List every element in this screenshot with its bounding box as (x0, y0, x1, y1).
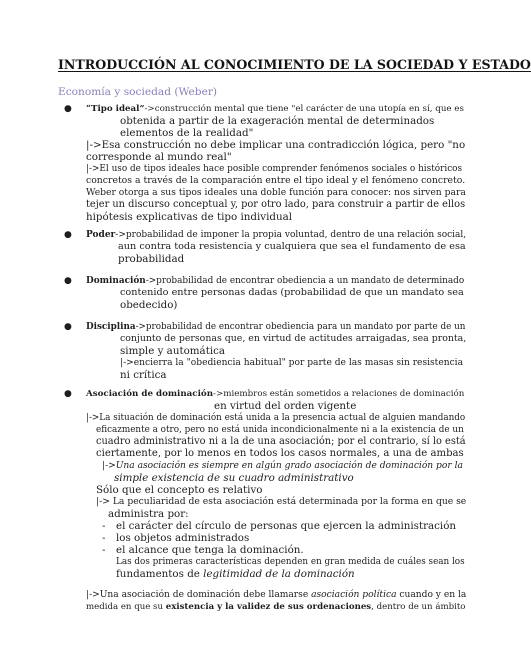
tipo-ideal-line-5: corresponde al mundo real" (86, 151, 232, 163)
tipo-ideal-line-4: |->Esa construcción no debe implicar una contradicción lógica, pero "no (86, 139, 466, 151)
poder-line-2: aun contra toda resistencia y cualquiera que sea el fundamento de esa (118, 241, 466, 252)
tipo-ideal-line-7: concretos a través de la comparación entre el tipo ideal y el fenómeno concreto. (86, 175, 466, 186)
tipo-ideal-line-1: “Tipo ideal”->construcción mental que tiene "el carácter de una utopía en sí, que es (86, 104, 464, 114)
asociacion-line-12: Las dos primeras características dependen en gran medida de cuáles sean los (116, 557, 465, 567)
disciplina-line-4: |->encierra la "obediencia habitual" por parte de las masas sin resistencia (120, 358, 464, 368)
asociacion-line-1: Asociación de dominación->miembros están sometidos a relaciones de dominación (86, 389, 465, 399)
tipo-ideal-line-3: elementos de la realidad" (120, 127, 254, 139)
poder-line-3: probabilidad (118, 253, 185, 265)
tipo-ideal-line-10: hipótesis explicativas de tipo individual (86, 211, 293, 223)
asociacion-line-3: |->La situación de dominación está unida a la presencia actual de alguien mandando (86, 413, 466, 423)
asociacion-line-2: en virtud del orden vigente (214, 400, 357, 412)
term-disciplina: Disciplina (86, 322, 136, 332)
page-title: INTRODUCCIÓN AL CONOCIMIENTO DE LA SOCIEDAD Y ESTADO (58, 57, 531, 72)
emphasis-existencia-validez: existencia y la validez de sus ordenaciones (165, 602, 372, 612)
asociacion-line-10: |-> La peculiaridad de esta asociación está determinada por la forma en que se (96, 496, 467, 507)
emphasis-asociacion-politica: asociación política (311, 590, 397, 600)
asociacion-line-14: |->Una asociación de dominación debe llamarse asociación política cuando y en la (86, 590, 467, 600)
term-poder: Poder (86, 230, 116, 240)
section-subtitle: Economía y sociedad (Weber) (58, 86, 218, 98)
disciplina-line-2: conjunto de personas que, en virtud de actitudes arraigadas, sea pronta, (120, 333, 467, 344)
list-bullet: ● (64, 104, 72, 114)
list-bullet: ● (64, 276, 72, 286)
tipo-ideal-line-8: Weber otorga a sus tipos ideales una doble función para conocer: nos sirven para (86, 187, 466, 198)
term-dominacion: Dominación (86, 276, 146, 286)
tipo-ideal-line-9: tejer un discurso conceptual y, por otro lado, para construir a partir de ellos (86, 199, 466, 210)
asociacion-line-13: fundamentos de legitimidad de la dominación (116, 568, 355, 580)
asociacion-line-6: ciertamente, por lo menos en todos los casos normales, a una de ambas (96, 448, 464, 459)
asociacion-line-15: medida en que su existencia y la validez de sus ordenaciones, dentro de un ámbito (86, 602, 466, 612)
list-dash: - (102, 544, 106, 556)
list-bullet: ● (64, 230, 72, 240)
term-tipo-ideal: “Tipo ideal” (86, 104, 145, 114)
asociacion-dash-item-3: el alcance que tenga la dominación. (116, 544, 304, 556)
asociacion-dash-item-2: los objetos administrados (116, 532, 250, 544)
disciplina-line-3: simple y automática (120, 345, 226, 357)
asociacion-line-7: |->Una asociación es siempre en algún grado asociación de dominación por la (102, 461, 463, 471)
list-dash: - (102, 532, 106, 544)
poder-line-1: Poder->probabilidad de imponer la propia voluntad, dentro de una relación social, (86, 230, 467, 240)
list-bullet: ● (64, 389, 72, 399)
term-asociacion-de-dominacion: Asociación de dominación (86, 389, 214, 399)
asociacion-line-11: administra por: (108, 508, 189, 520)
dominacion-line-2: contenido entre personas dadas (probabilidad de que un mandato sea (120, 287, 464, 298)
emphasis-legitimidad: legitimidad de la dominación (203, 568, 355, 580)
tipo-ideal-line-6: |->El uso de tipos ideales hace posible comprender fenómenos sociales o históricos (86, 164, 463, 174)
tipo-ideal-line-2: obtenida a partir de la exageración mental de determinados (120, 115, 435, 127)
dominacion-line-1: Dominación->probabilidad de encontrar obediencia a un mandato de determinado (86, 276, 465, 286)
asociacion-line-5: cuadro administrativo ni a la de una asociación; por el contrario, sí lo está (96, 436, 466, 447)
disciplina-line-5: ni crítica (120, 369, 167, 381)
asociacion-line-8: simple existencia de su cuadro administrativo (114, 472, 354, 484)
asociacion-line-9: Sólo que el concepto es relativo (96, 484, 263, 496)
dominacion-line-3: obedecido) (120, 299, 178, 311)
list-bullet: ● (64, 322, 72, 332)
list-dash: - (102, 520, 106, 532)
disciplina-line-1: Disciplina->probabilidad de encontrar obediencia para un mandato por parte de un (86, 322, 466, 332)
asociacion-line-4: eficazmente a otro, pero no está unida incondicionalmente ni a la existencia de un (96, 425, 464, 435)
asociacion-dash-item-1: el carácter del círculo de personas que ejercen la administración (116, 520, 457, 532)
